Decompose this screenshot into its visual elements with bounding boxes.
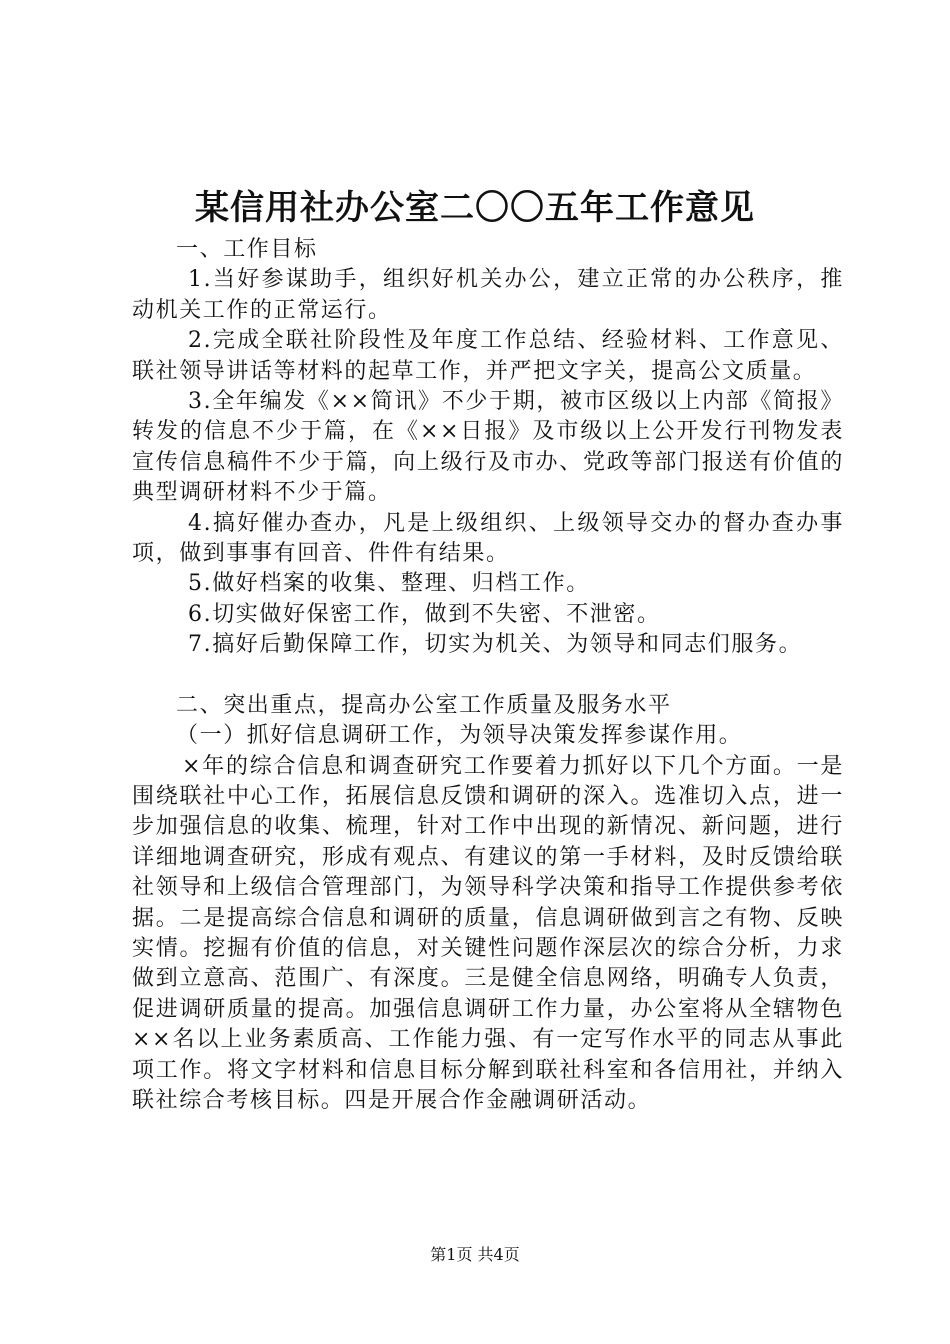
goal-item-4: 4.搞好催办查办，凡是上级组织、上级领导交办的督办查办事项，做到事事有回音、件件有结果。 bbox=[132, 510, 844, 567]
section-spacer bbox=[132, 661, 844, 691]
goal-item-3: 3.全年编发《××简讯》不少于期，被市区级以上内部《简报》转发的信息不少于篇，在《××日报》及市级以上公开发行刊物发表宣传信息稿件不少于篇，向上级行及市办、党政等部门报送有价值的典型调研材料不少于篇。 bbox=[132, 389, 844, 506]
goal-item-1: 1.当好参谋助手，组织好机关办公，建立正常的办公秩序，推动机关工作的正常运行。 bbox=[132, 267, 844, 323]
research-paragraph: ×年的综合信息和调查研究工作要着力抓好以下几个方面。一是围绕联社中心工作，拓展信息反馈和调研的深入。选准切入点，进一步加强信息的收集、梳理，针对工作中出现的新情况、新问题，进行详细地调查研究，形成有观点、有建议的第一手材料，及时反馈给联社领导和上级信合管理部门，为领导科学决策和指导工作提供参考依据。二是提高综合信息和调研的质量，信息调研做到言之有物、反映实情。挖掘有价值的信息，对关键性问题作深层次的综合分析，力求做到立意高、范围广、有深度。三是健全信息网络，明确专人负责，促进调研质量的提高。加强信息调研工作力量，办公室将从全辖物色××名以上业务素质高、工作能力强、有一定写作水平的同志从事此项工作。将文字材料和信息目标分解到联社科室和各信用社，并纳入联社综合考核目标。四是开展合作金融调研活动。 bbox=[132, 753, 844, 1113]
document-body bbox=[132, 235, 844, 1116]
goal-item-2: 2.完成全联社阶段性及年度工作总结、经验材料、工作意见、联社领导讲话等材料的起草工作，并严把文字关，提高公文质量。 bbox=[132, 328, 844, 384]
section-heading-focus: 二、突出重点，提高办公室工作质量及服务水平 bbox=[176, 692, 672, 718]
goal-item-7: 7.搞好后勤保障工作，切实为机关、为领导和同志们服务。 bbox=[188, 632, 803, 658]
goal-item-6: 6.切实做好保密工作，做到不失密、不泄密。 bbox=[188, 601, 661, 627]
document-title: 某信用社办公室二〇〇五年工作意见 bbox=[195, 188, 755, 228]
section-heading-goals: 一、工作目标 bbox=[176, 237, 318, 262]
goal-item-5: 5.做好档案的收集、整理、归档工作。 bbox=[188, 571, 590, 597]
subsection-heading-research: （一）抓好信息调研工作，为领导决策发挥参谋作用。 bbox=[176, 723, 743, 749]
page-footer: 第1页 共4页 bbox=[430, 1245, 520, 1264]
